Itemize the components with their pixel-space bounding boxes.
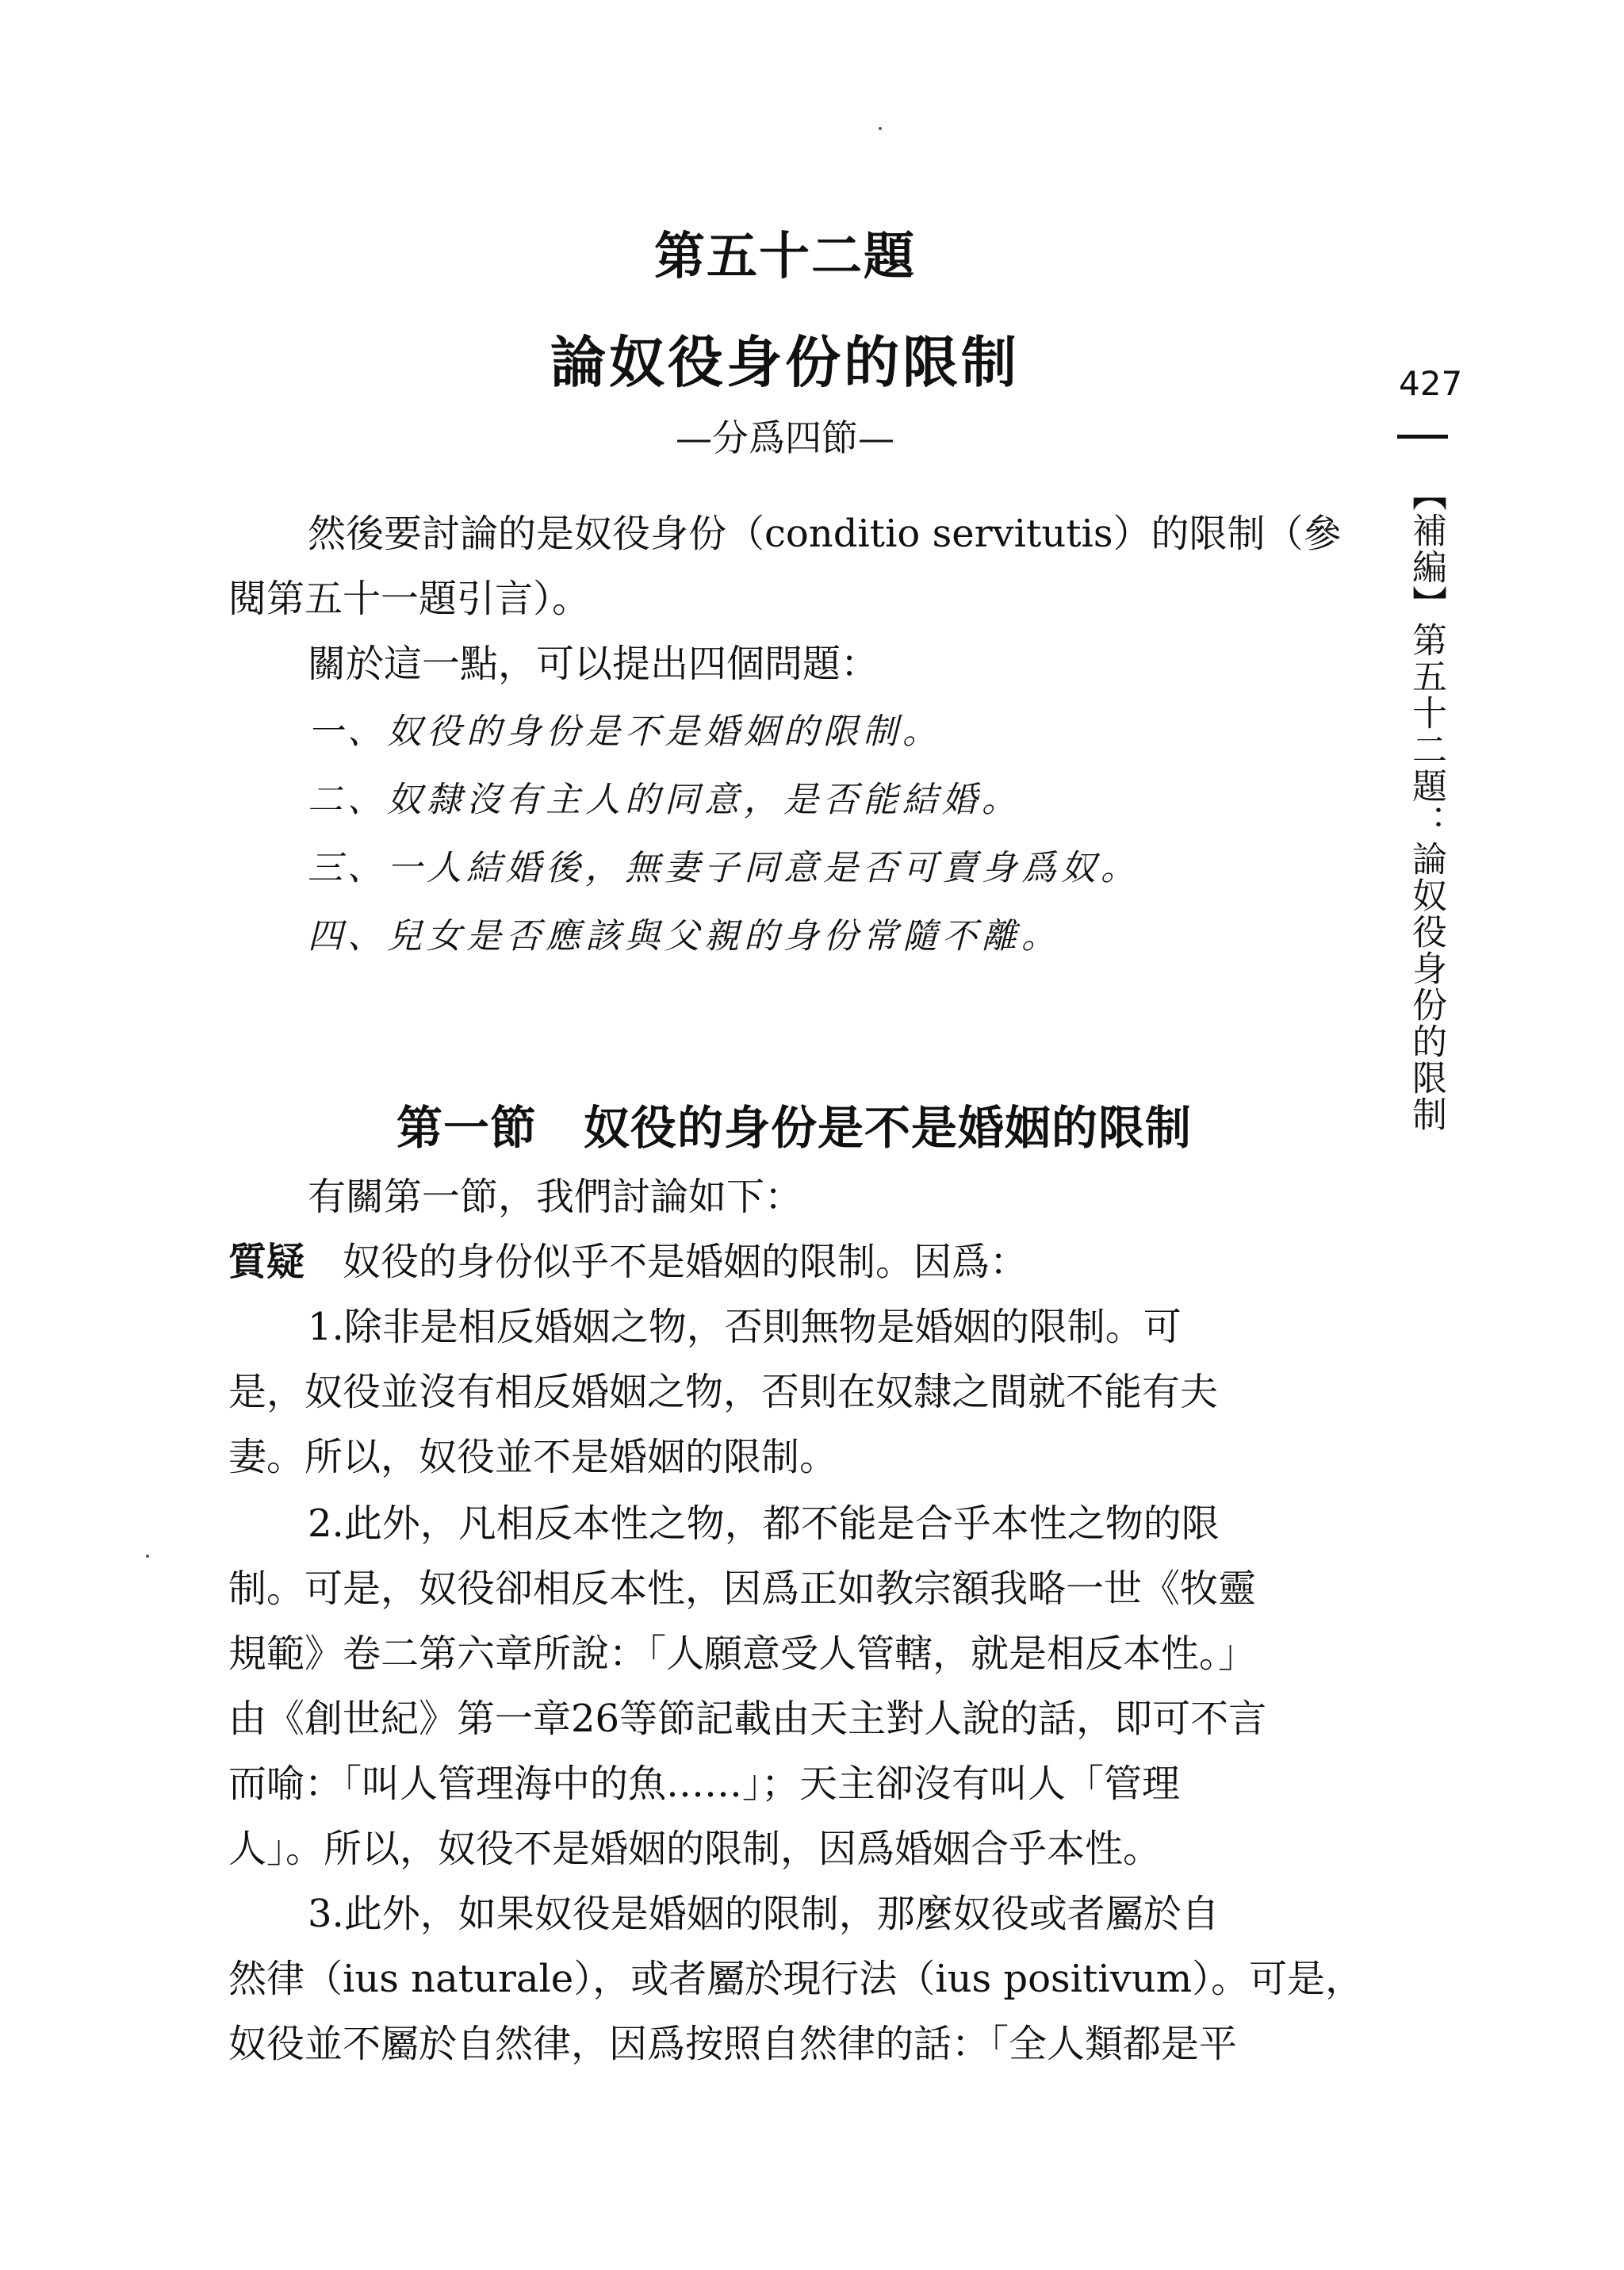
main-title: 論奴役身份的限制 — [550, 330, 1020, 395]
question-item: 一、奴役的身份是不是婚姻的限制。 — [308, 711, 942, 752]
subtitle: —分爲四節— — [676, 416, 894, 459]
body-line: 妻。所以，奴役並不是婚姻的限制。 — [228, 1435, 838, 1479]
objection-line — [228, 1229, 1354, 1294]
body-line: 然律（ius naturale），或者屬於現行法（ius positivum）。可是， — [228, 1957, 1364, 2001]
running-header: 【補編】第五十二題：論奴役身份的限制 — [1406, 476, 1446, 1133]
body-line: 是，奴役並沒有相反婚姻之物，否則在奴隸之間就不能有夫 — [228, 1370, 1219, 1414]
body-line: 規範》卷二第六章所說：「人願意受人管轄，就是相反本性。」 — [228, 1632, 1257, 1676]
scan-speck — [146, 1555, 149, 1558]
body-line: 由《創世紀》第一章26等節記載由天主對人說的話，即可不言 — [228, 1697, 1267, 1741]
question-item: 二、奴隸沒有主人的同意，是否能結婚。 — [308, 780, 1021, 820]
intro-line: 關於這一點，可以提出四個問題： — [308, 642, 879, 686]
scan-speck — [879, 127, 882, 130]
question-item: 三、一人結婚後，無妻子同意是否可賣身爲奴。 — [308, 848, 1140, 888]
intro-line: 閱第五十一題引言）。 — [228, 577, 591, 621]
objection-label: 質疑 — [228, 1240, 305, 1284]
body-line: 而喻：「叫人管理海中的魚……」；天主卻沒有叫人「管理 — [228, 1762, 1181, 1806]
body-line: 1.除非是相反婚姻之物，否則無物是婚姻的限制。可 — [308, 1305, 1182, 1349]
body-line: 奴役並不屬於自然律，因爲按照自然律的話：「全人類都是平 — [228, 2022, 1238, 2066]
body-line: 3.此外，如果奴役是婚姻的限制，那麼奴役或者屬於自 — [308, 1892, 1220, 1936]
body-line: 2.此外，凡相反本性之物，都不能是合乎本性之物的限 — [308, 1501, 1220, 1546]
section-intro: 有關第一節，我們討論如下： — [308, 1175, 803, 1219]
body-line: 人」。所以，奴役不是婚姻的限制，因爲婚姻合乎本性。 — [228, 1827, 1162, 1871]
section-title: 第一節 奴役的身份是不是婚姻的限制 — [396, 1101, 1193, 1155]
chapter-title: 第五十二題 — [654, 227, 916, 286]
margin-rule — [1397, 435, 1448, 439]
intro-line: 然後要討論的是奴役身份（conditio servitutis）的限制（參 — [308, 512, 1342, 556]
body-line: 制。可是，奴役卻相反本性，因爲正如教宗額我略一世《牧靈 — [228, 1566, 1257, 1611]
question-item: 四、兒女是否應該與父親的身份常隨不離。 — [308, 916, 1061, 957]
page-number: 427 — [1399, 364, 1463, 403]
objection-text: 奴役的身份似乎不是婚姻的限制。因爲： — [343, 1240, 1028, 1284]
